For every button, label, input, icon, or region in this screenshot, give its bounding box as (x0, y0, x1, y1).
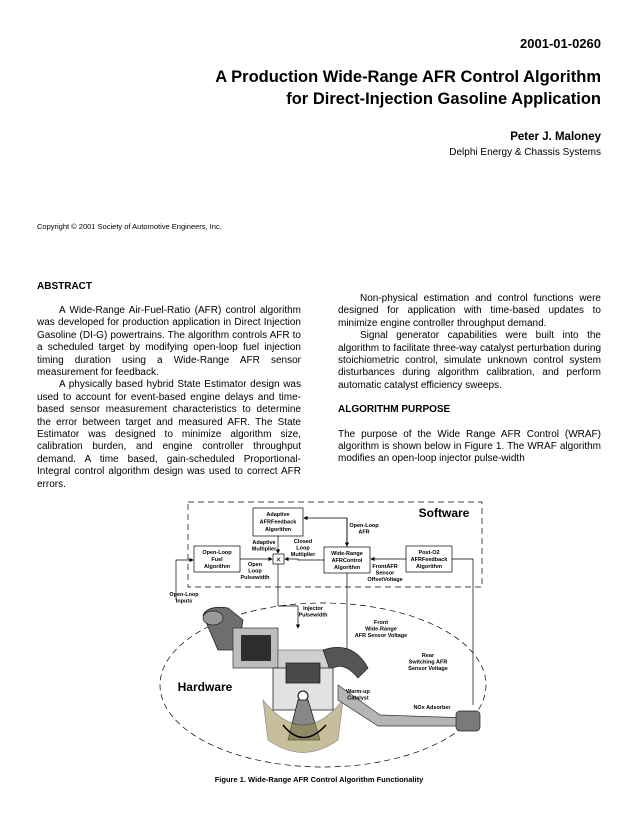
warmup-catalyst-label: Warm-up Catalyst (346, 689, 370, 702)
svg-text:Open-Loop: Open-Loop (202, 550, 232, 556)
open-loop-pulsewidth-label: Open Loop Pulsewidth (240, 562, 270, 581)
front-sensor-label: Front Wide-Range AFR Sensor Voltage (354, 620, 408, 639)
svg-text:Adaptive: Adaptive (266, 512, 290, 518)
figure-1 (148, 500, 498, 775)
software-label: Software (418, 506, 470, 520)
svg-text:AFRFeedback: AFRFeedback (410, 557, 448, 563)
author-affiliation: Delphi Energy & Chassis Systems (449, 147, 601, 158)
adaptive-feedback-block (253, 508, 303, 536)
engine-illustration (203, 607, 480, 752)
figure-caption: Figure 1. Wide-Range AFR Control Algorithm Functionality (214, 775, 424, 784)
svg-text:Algorithm: Algorithm (204, 564, 230, 570)
abstract-paragraph: A Wide-Range Air-Fuel-Ratio (AFR) control algorithm was developed for production application in Direct Injection Gasoline (DI-G) powertrains. The algorithm controls AFR to a scheduled target by modifying open-loop fuel injection timing duration using a Wide-Range AFR sensor measurement for feedback. (37, 305, 301, 379)
paper-number: 2001-01-0260 (520, 36, 601, 51)
abstract-paragraph: A physically based hybrid State Estimator design was used to account for event-based engine delays and time-based sensor measurement characteristics to determine the error between target and measured AFR. The State Estimator was designed to minimize algorithm size, calibration burden, and engine controller throughput demand. A time based, gain-scheduled Proportional-Integral control algorithm design was used to correct AFR errors. (37, 379, 301, 490)
svg-text:AFRControl: AFRControl (331, 558, 363, 564)
right-column (338, 293, 601, 466)
multiply-symbol: × (275, 554, 282, 565)
closed-loop-multiplier-label: Closed Loop Multiplier (290, 539, 316, 558)
nox-adsorber-label: NOx Adsorber (413, 705, 451, 711)
injector-pulsewidth-label: Injector Pulsewidth (298, 606, 328, 619)
paper-title (121, 66, 601, 110)
author-name: Peter J. Maloney (510, 131, 601, 143)
svg-text:Fuel: Fuel (211, 557, 223, 563)
svg-text:Algorithm: Algorithm (334, 565, 360, 571)
open-loop-inputs-label: Open-Loop Inputs (169, 592, 199, 605)
wraf-functionality-diagram (148, 500, 498, 775)
body-paragraph: Signal generator capabilities were built into the algorithm to facilitate three-way catalyst perturbation during stoichiometric control, simulate unknown control system disturbances during algorithm calibration, and perform automatic catalyst efficiency sweeps. (338, 330, 601, 391)
title-line-2: for Direct-Injection Gasoline Application (286, 90, 601, 108)
front-afr-offset-label: FrontAFR Sensor OffsetVoltage (367, 564, 403, 583)
adaptive-multiplier-label: Adaptive Multiplier (251, 540, 277, 553)
svg-text:AFRFeedback: AFRFeedback (259, 519, 297, 526)
body-paragraph: The purpose of the Wide Range AFR Control (WRAF) algorithm is shown below in Figure 1. The WRAF algorithm modifies an open-loop injector pulse-width (338, 428, 601, 465)
rear-sensor-label: Rear Switching AFR Sensor Voltage (408, 653, 448, 672)
copyright-notice: Copyright © 2001 Society of Automotive Engineers, Inc. (37, 222, 222, 231)
title-line-1: A Production Wide-Range AFR Control Algorithm (215, 68, 601, 86)
svg-text:Algorithm: Algorithm (416, 564, 442, 570)
hardware-label: Hardware (177, 680, 233, 694)
open-loop-afr-label: Open-Loop AFR (349, 523, 379, 536)
svg-text:Wide-Range: Wide-Range (331, 551, 363, 557)
wide-range-control-block (324, 547, 370, 573)
open-loop-fuel-block (194, 546, 240, 572)
section-heading: ALGORITHM PURPOSE (338, 404, 451, 416)
abstract-body (37, 305, 301, 491)
svg-text:Post-O2: Post-O2 (418, 550, 440, 556)
svg-text:Algorithm: Algorithm (265, 527, 291, 533)
body-paragraph: Non-physical estimation and control functions were designed for application with time-based updates to minimize engine controller throughput demand. (338, 293, 601, 329)
abstract-heading: ABSTRACT (37, 281, 92, 292)
post-o2-block (406, 546, 452, 572)
